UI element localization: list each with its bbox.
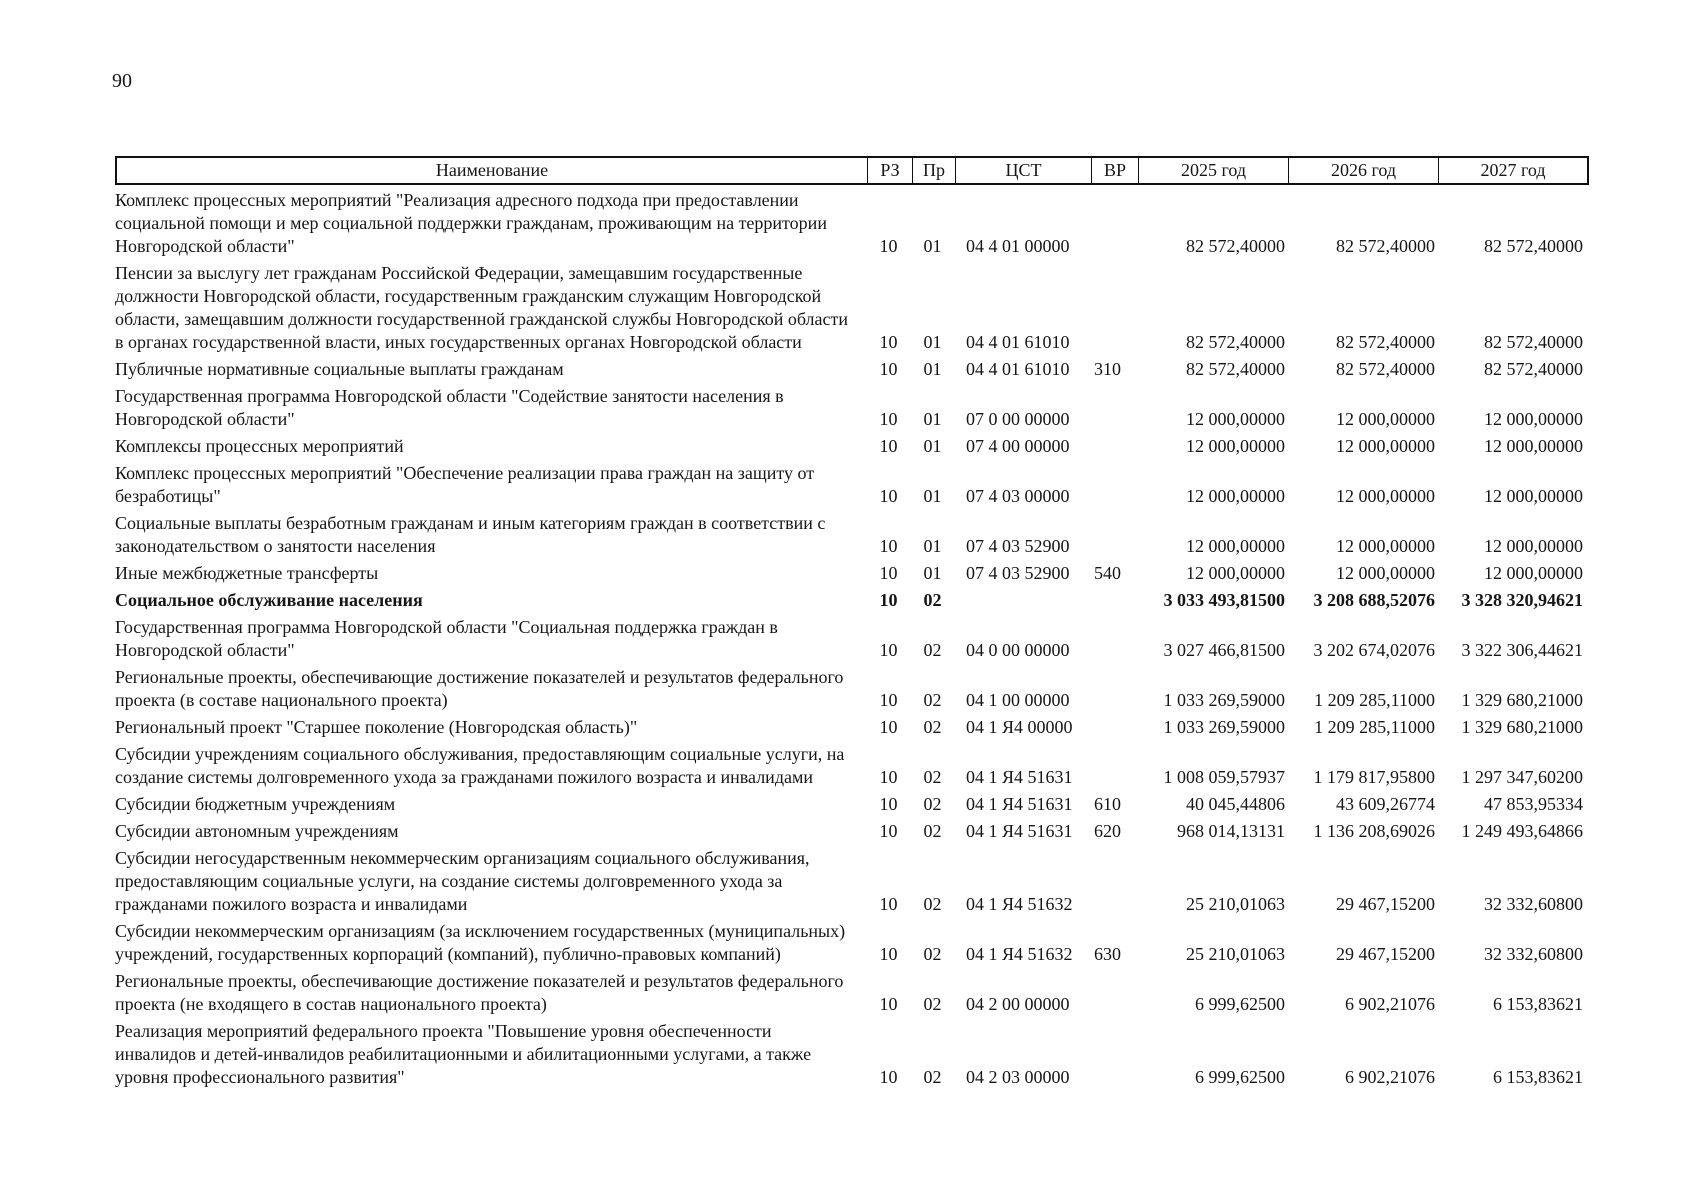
row-pr: 01 <box>923 436 942 456</box>
table-header <box>115 156 1589 185</box>
row-vr: 620 <box>1094 821 1121 841</box>
table-row <box>115 462 1589 508</box>
row-2027: 3 328 320,94621 <box>1461 590 1583 610</box>
row-2025: 6 999,62500 <box>1195 1067 1285 1087</box>
row-2026: 3 202 674,02076 <box>1313 640 1435 660</box>
row-cst: 04 1 Я4 51632 <box>966 944 1073 964</box>
row-cst: 07 4 03 00000 <box>966 486 1070 506</box>
row-2027: 6 153,83621 <box>1493 994 1583 1014</box>
row-2025: 1 033 269,59000 <box>1163 690 1285 710</box>
row-rz: 10 <box>879 536 898 556</box>
table-row <box>115 385 1589 431</box>
row-2025: 1 033 269,59000 <box>1163 717 1285 737</box>
row-2025: 12 000,00000 <box>1186 486 1285 506</box>
row-rz: 10 <box>879 236 898 256</box>
row-2025: 12 000,00000 <box>1186 536 1285 556</box>
row-pr: 01 <box>923 409 942 429</box>
row-rz: 10 <box>879 359 898 379</box>
row-cst: 07 4 03 52900 <box>966 563 1070 583</box>
row-name: Региональные проекты, обеспечивающие достижение показателей и результатов федерального проекта (в составе национального проекта) <box>115 667 844 710</box>
row-pr: 01 <box>923 236 942 256</box>
table-body <box>115 189 1589 1089</box>
row-cst: 04 1 Я4 51632 <box>966 894 1073 914</box>
row-vr: 310 <box>1094 359 1121 379</box>
row-cst: 07 4 00 00000 <box>966 436 1070 456</box>
row-name: Субсидии негосударственным некоммерческим организациям социального обслуживания, предоставляющим социальные услуги, на создание системы долговременного ухода за гражданами пожилого возраста и инвалидами <box>115 848 810 914</box>
row-2027: 1 297 347,60200 <box>1461 767 1583 787</box>
row-2026: 1 209 285,11000 <box>1314 690 1435 710</box>
row-rz: 10 <box>879 944 898 964</box>
row-2025: 6 999,62500 <box>1195 994 1285 1014</box>
row-2027: 82 572,40000 <box>1484 332 1583 352</box>
row-rz: 10 <box>879 590 898 610</box>
row-name: Иные межбюджетные трансферты <box>115 563 379 583</box>
row-rz: 10 <box>879 640 898 660</box>
table-row <box>115 358 1589 381</box>
table-row <box>115 616 1589 662</box>
row-2025: 1 008 059,57937 <box>1163 767 1285 787</box>
row-cst: 04 4 01 61010 <box>966 359 1070 379</box>
row-2026: 12 000,00000 <box>1336 409 1435 429</box>
row-vr: 630 <box>1094 944 1121 964</box>
table-row <box>115 589 1589 612</box>
table-row <box>115 512 1589 558</box>
row-name: Пенсии за выслугу лет гражданам Российской Федерации, замещавшим государственные должности Новгородской области, государственным гражданским служащим Новгородской области, замещавшим должности государственной гражданской службы Новгородской области в органах государственной власти, иных государственных органах Новгородской области <box>115 263 848 352</box>
table-row <box>115 743 1589 789</box>
row-2026: 29 467,15200 <box>1336 944 1435 964</box>
row-name: Региональные проекты, обеспечивающие достижение показателей и результатов федерального проекта (не входящего в состав национального проекта) <box>115 971 844 1014</box>
row-rz: 10 <box>879 767 898 787</box>
row-2026: 82 572,40000 <box>1336 236 1435 256</box>
row-2027: 32 332,60800 <box>1484 894 1583 914</box>
row-name: Комплексы процессных мероприятий <box>115 436 404 456</box>
row-pr: 02 <box>923 821 942 841</box>
row-2026: 43 609,26774 <box>1336 794 1435 814</box>
row-cst: 07 4 03 52900 <box>966 536 1070 556</box>
row-2025: 12 000,00000 <box>1186 563 1285 583</box>
row-pr: 02 <box>923 717 942 737</box>
row-2027: 47 853,95334 <box>1484 794 1583 814</box>
row-pr: 02 <box>923 894 942 914</box>
table-row <box>115 920 1589 966</box>
row-rz: 10 <box>879 486 898 506</box>
row-2027: 12 000,00000 <box>1484 409 1583 429</box>
row-2027: 12 000,00000 <box>1484 536 1583 556</box>
row-cst: 04 1 Я4 51631 <box>966 794 1073 814</box>
row-2027: 6 153,83621 <box>1493 1067 1583 1087</box>
row-name: Комплекс процессных мероприятий "Реализация адресного подхода при предоставлении социальной помощи и мер социальной поддержки гражданам, проживающим на территории Новгородской области" <box>115 190 827 256</box>
row-pr: 01 <box>923 563 942 583</box>
row-2025: 3 033 493,81500 <box>1163 590 1285 610</box>
row-2027: 12 000,00000 <box>1484 486 1583 506</box>
row-rz: 10 <box>879 690 898 710</box>
row-pr: 01 <box>923 359 942 379</box>
row-2025: 25 210,01063 <box>1186 944 1285 964</box>
row-name: Государственная программа Новгородской области "Социальная поддержка граждан в Новгородской области" <box>115 617 778 660</box>
row-cst: 04 2 00 00000 <box>966 994 1070 1014</box>
row-pr: 02 <box>923 590 942 610</box>
row-name: Реализация мероприятий федерального проекта "Повышение уровня обеспеченности инвалидов и детей-инвалидов реабилитационными и абилитационными услугами, а также уровня профессионального развития" <box>115 1021 812 1087</box>
row-cst: 04 2 03 00000 <box>966 1067 1070 1087</box>
row-rz: 10 <box>879 894 898 914</box>
row-2026: 12 000,00000 <box>1336 486 1435 506</box>
table-row <box>115 435 1589 458</box>
row-2025: 82 572,40000 <box>1186 359 1285 379</box>
row-2027: 12 000,00000 <box>1484 563 1583 583</box>
row-2026: 12 000,00000 <box>1336 563 1435 583</box>
table-row <box>115 847 1589 916</box>
row-2027: 3 322 306,44621 <box>1461 640 1583 660</box>
header-vr: ВР <box>1092 158 1139 183</box>
row-rz: 10 <box>879 994 898 1014</box>
header-2027: 2027 год <box>1480 160 1546 180</box>
row-2027: 82 572,40000 <box>1484 359 1583 379</box>
row-name: Комплекс процессных мероприятий "Обеспечение реализации права граждан на защиту от безработицы" <box>115 463 815 506</box>
row-pr: 02 <box>923 767 942 787</box>
row-2025: 968 014,13131 <box>1177 821 1285 841</box>
row-name: Государственная программа Новгородской области "Содействие занятости населения в Новгородской области" <box>115 386 784 429</box>
row-cst: 04 1 Я4 51631 <box>966 767 1073 787</box>
row-2026: 1 136 208,69026 <box>1313 821 1435 841</box>
row-2027: 1 249 493,64866 <box>1461 821 1583 841</box>
row-rz: 10 <box>879 436 898 456</box>
header-name: Наименование <box>117 158 868 183</box>
table-row <box>115 262 1589 354</box>
row-rz: 10 <box>879 1067 898 1087</box>
table-row <box>115 716 1589 739</box>
row-2025: 40 045,44806 <box>1186 794 1285 814</box>
row-cst: 04 1 Я4 51631 <box>966 821 1073 841</box>
row-2026: 12 000,00000 <box>1336 536 1435 556</box>
row-2025: 82 572,40000 <box>1186 236 1285 256</box>
row-2026: 82 572,40000 <box>1336 359 1435 379</box>
row-2026: 3 208 688,52076 <box>1313 590 1435 610</box>
row-pr: 02 <box>923 1067 942 1087</box>
row-2027: 1 329 680,21000 <box>1461 717 1583 737</box>
row-name: Субсидии автономным учреждениям <box>115 821 399 841</box>
row-vr: 610 <box>1094 794 1121 814</box>
row-2027: 32 332,60800 <box>1484 944 1583 964</box>
row-rz: 10 <box>879 821 898 841</box>
row-pr: 01 <box>923 536 942 556</box>
row-pr: 01 <box>923 486 942 506</box>
row-2027: 1 329 680,21000 <box>1461 690 1583 710</box>
row-2026: 29 467,15200 <box>1336 894 1435 914</box>
header-cst: ЦСТ <box>956 158 1092 183</box>
header-pr: Пр <box>913 158 956 183</box>
row-cst: 04 4 01 00000 <box>966 236 1070 256</box>
row-vr: 540 <box>1094 563 1121 583</box>
row-name: Социальные выплаты безработным гражданам и иным категориям граждан в соответствии с законодательством о занятости населения <box>115 513 826 556</box>
row-2026: 82 572,40000 <box>1336 332 1435 352</box>
row-2025: 3 027 466,81500 <box>1163 640 1285 660</box>
row-2027: 12 000,00000 <box>1484 436 1583 456</box>
row-2026: 12 000,00000 <box>1336 436 1435 456</box>
row-2026: 1 209 285,11000 <box>1314 717 1435 737</box>
row-rz: 10 <box>879 717 898 737</box>
row-name: Субсидии учреждениям социального обслуживания, предоставляющим социальные услуги, на создание системы долговременного ухода за гражданами пожилого возраста и инвалидами <box>115 744 845 787</box>
row-2026: 6 902,21076 <box>1345 994 1435 1014</box>
row-rz: 10 <box>879 794 898 814</box>
table-row <box>115 820 1589 843</box>
row-2027: 82 572,40000 <box>1484 236 1583 256</box>
row-2025: 12 000,00000 <box>1186 409 1285 429</box>
row-cst: 04 1 00 00000 <box>966 690 1070 710</box>
row-name: Социальное обслуживание населения <box>115 590 423 610</box>
table-row <box>115 562 1589 585</box>
row-cst: 04 1 Я4 00000 <box>966 717 1073 737</box>
row-rz: 10 <box>879 409 898 429</box>
row-cst: 07 0 00 00000 <box>966 409 1070 429</box>
row-pr: 02 <box>923 794 942 814</box>
header-2025: 2025 год <box>1139 158 1289 183</box>
row-cst: 04 0 00 00000 <box>966 640 1070 660</box>
row-pr: 02 <box>923 690 942 710</box>
row-name: Субсидии бюджетным учреждениям <box>115 794 396 814</box>
row-pr: 02 <box>923 640 942 660</box>
row-name: Субсидии некоммерческим организациям (за исключением государственных (муниципальных) учреждений, государственных корпораций (компаний), публично-правовых компаний) <box>115 921 846 964</box>
row-2025: 12 000,00000 <box>1186 436 1285 456</box>
header-2026: 2026 год <box>1289 158 1439 183</box>
row-2026: 1 179 817,95800 <box>1313 767 1435 787</box>
table-row <box>115 666 1589 712</box>
budget-table <box>115 156 1589 1093</box>
row-rz: 10 <box>879 332 898 352</box>
table-row <box>115 970 1589 1016</box>
row-cst: 04 4 01 61010 <box>966 332 1070 352</box>
row-2025: 25 210,01063 <box>1186 894 1285 914</box>
row-name: Региональный проект "Старшее поколение (Новгородская область)" <box>115 717 638 737</box>
table-row <box>115 1020 1589 1089</box>
row-pr: 02 <box>923 994 942 1014</box>
table-row <box>115 793 1589 816</box>
row-name: Публичные нормативные социальные выплаты гражданам <box>115 359 564 379</box>
row-2026: 6 902,21076 <box>1345 1067 1435 1087</box>
table-row <box>115 189 1589 258</box>
page-number: 90 <box>112 70 132 92</box>
row-pr: 01 <box>923 332 942 352</box>
row-rz: 10 <box>879 563 898 583</box>
row-pr: 02 <box>923 944 942 964</box>
header-rz: РЗ <box>868 158 913 183</box>
row-2025: 82 572,40000 <box>1186 332 1285 352</box>
